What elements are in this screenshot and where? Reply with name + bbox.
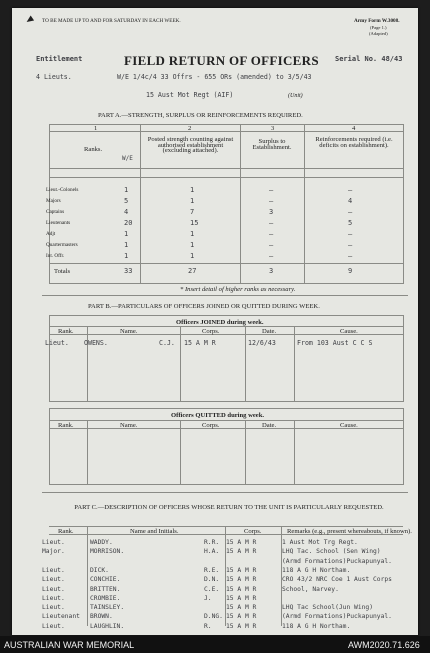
partc-remarks: CRO 43/2 NRC Coe 1 Aust Corps [282,576,392,584]
col-number-4: 4 [352,125,356,132]
unit-label: (Unit) [288,93,303,99]
partc-rank: Lieut. [42,585,65,593]
rank-label: Adjt [46,231,56,237]
partc-initials: C.E. [204,585,220,593]
partc-col-rank: Rank. [58,528,74,535]
col-head-surplus: Surplus to Establishment. [252,138,292,151]
form-name: Army Form W.3008. [354,18,400,24]
partc-rank: Lieut. [42,622,65,630]
rank-label: Captains [46,209,65,215]
totals-label: Totals [54,268,71,275]
partc-initials: H.A. [204,548,220,556]
we-value: 5 [124,197,129,205]
surplus-value: 3 [269,208,274,216]
joined-date: 12/6/43 [248,339,276,347]
rank-label: Lieutenants [46,220,71,226]
joined-rank: Lieut. [45,339,69,347]
partc-name: TAINSLEY. [90,604,125,612]
quitted-col-name: Name. [120,422,138,429]
partc-rank: Major. [42,548,65,556]
footer-right: AWM2020.71.626 [348,640,420,650]
surplus-value: – [269,230,274,238]
partc-rank: Lieut. [42,539,65,546]
partc-name: CROMBIE. [90,594,121,602]
we-value: 1 [124,241,129,249]
totals-posted: 27 [188,267,197,275]
joined-col-date: Date. [262,328,277,335]
reinf-value: – [348,252,353,260]
partc-rank: Lieut. [42,594,65,602]
part-a-title: PART A.—STRENGTH, SURPLUS OR REINFORCEMENTS REQUIRED. [98,112,303,119]
reinf-value: – [348,241,353,249]
col-number-1: 1 [94,125,98,132]
surplus-value: – [269,252,274,260]
partc-name: LAUGHLIN. [90,622,125,630]
partc-remarks: 1 Aust Mot Trg Regt. [282,539,358,546]
partc-initials: J. [204,594,212,602]
partc-corps: 15 A M R [226,566,257,574]
surplus-value: – [269,241,274,249]
joined-col-rank: Rank. [58,328,74,335]
joined-col-cause: Cause. [340,328,358,335]
rank-label: Lieut.-Colonels [46,187,79,193]
posted-value: 1 [190,186,195,194]
form-page: (Page 1.) [370,25,387,30]
joined-col-corps: Corps. [202,328,220,335]
col-head-posted: Posted strength counting against authorised establishment (excluding attached). [147,136,234,155]
posted-value: 1 [190,252,195,260]
joined-name: OWENS. [84,339,108,347]
partc-corps: 15 A M R [226,613,257,621]
partc-remarks: 118 A G H Northam. [282,566,351,574]
document-page [12,8,418,635]
we-value: 20 [124,219,133,227]
rank-label: Majors [46,198,61,204]
partc-rank: Lieutenant [42,613,80,621]
partc-corps: 15 A M R [226,539,257,546]
partc-name: CONCHIE. [90,576,121,584]
partc-initials: R.E. [204,566,220,574]
we-label: W/E [122,155,133,162]
partc-remarks: School, Narvey. [282,585,339,593]
partc-name: BROWN. [90,613,113,621]
unit-value: 15 Aust Mot Regt (AIF) [146,91,234,99]
surplus-value: – [269,219,274,227]
reinf-value: 5 [348,219,353,227]
col-number-2: 2 [188,125,192,132]
posted-value: 15 [190,219,199,227]
arrow-icon [25,16,34,25]
partc-corps: 15 A M R [226,594,257,602]
page-title: FIELD RETURN OF OFFICERS [124,53,319,68]
partc-col-corps: Corps. [244,528,262,535]
posted-value: 7 [190,208,195,216]
part-b-title: PART B.—PARTICULARS OF OFFICERS JOINED OR QUITTED DURING WEEK. [88,303,320,310]
partc-col-remarks: Remarks (e.g., present whereabouts, if known). [287,528,412,535]
reinf-value: 4 [348,197,353,205]
rank-label: Int. Offr. [46,253,65,259]
partc-corps: 15 A M R [226,604,257,612]
reinf-value: – [348,208,353,216]
footer-left: AUSTRALIAN WAR MEMORIAL [4,640,135,650]
partc-rank: Lieut. [42,576,65,584]
joined-col-name: Name. [120,328,138,335]
serial-number: Serial No. 48/43 [335,55,403,63]
part-c-title: PART C.—DESCRIPTION OF OFFICERS WHOSE RETURN TO THE UNIT IS PARTICULARLY REQUESTED. [74,504,384,511]
partc-remarks: LHQ Tac School(Jun Wing) [282,604,373,612]
posted-value: 1 [190,230,195,238]
joined-corps: 15 A M R [184,339,216,347]
totals-surplus: 3 [269,267,274,275]
partc-name: DICK. [90,566,109,574]
col-head-ranks: Ranks. [84,146,103,153]
we-value: 1 [124,252,129,260]
totals-we: 33 [124,267,133,275]
partc-name: MORRISON. [90,548,125,556]
partc-corps: 15 A M R [226,622,257,630]
quitted-col-rank: Rank. [58,422,74,429]
col-number-3: 3 [271,125,275,132]
partc-remarks: (Armd Formations)Puckapunyal. [282,557,392,565]
quitted-col-cause: Cause. [340,422,358,429]
header-instruction: TO BE MADE UP TO AND FOR SATURDAY IN EACH WEEK. [42,18,181,24]
partc-remarks: LHQ Tac. School (Sen Wing) [282,548,381,556]
partc-corps: 15 A M R [226,548,257,556]
partc-initials: D.NG. [204,613,223,621]
partc-name: WADDY. [90,539,113,546]
partc-corps: 15 A M R [226,576,257,584]
partc-corps: 15 A M R [226,585,257,593]
partc-name: BRITTEN. [90,585,121,593]
totals-reinf: 9 [348,267,353,275]
quitted-col-corps: Corps. [202,422,220,429]
form-adapted: (Adapted) [369,31,388,36]
joined-initials: C.J. [159,339,175,347]
joined-title: Officers JOINED during week. [176,319,264,326]
entitlement-value: 4 Lieuts. [36,73,72,81]
surplus-value: – [269,197,274,205]
part-a-footnote: * Insert detail of higher ranks as necessary. [180,286,296,293]
col-head-reinf: Reinforcements required (i.e. deficits on establishment). [315,136,393,149]
surplus-value: – [269,186,274,194]
partc-rank: Lieut. [42,566,65,574]
partc-remarks: 118 A G H Northam. [282,622,351,630]
posted-value: 1 [190,197,195,205]
we-value: 1 [124,186,129,194]
we-value: 1 [124,230,129,238]
rank-label: Quartermasters [46,242,78,248]
partc-remarks: (Armd Formations)Puckapunyal. [282,613,392,621]
partc-initials: R.R. [204,539,220,546]
we-value: 4 [124,208,129,216]
quitted-title: Officers QUITTED during week. [171,412,265,419]
entitlement-label: Entitlement [36,55,83,63]
partc-initials: D.N. [204,576,220,584]
partc-col-name: Name and Initials. [130,528,179,535]
posted-value: 1 [190,241,195,249]
partc-initials: R. [204,622,212,630]
joined-cause: From 103 Aust C C S [297,339,373,347]
partc-rank: Lieut. [42,604,65,612]
quitted-col-date: Date. [262,422,277,429]
reinf-value: – [348,186,353,194]
we-line: W/E 1/4c/4 33 Offrs - 655 ORs (amended) to 3/5/43 [117,73,312,81]
reinf-value: – [348,230,353,238]
